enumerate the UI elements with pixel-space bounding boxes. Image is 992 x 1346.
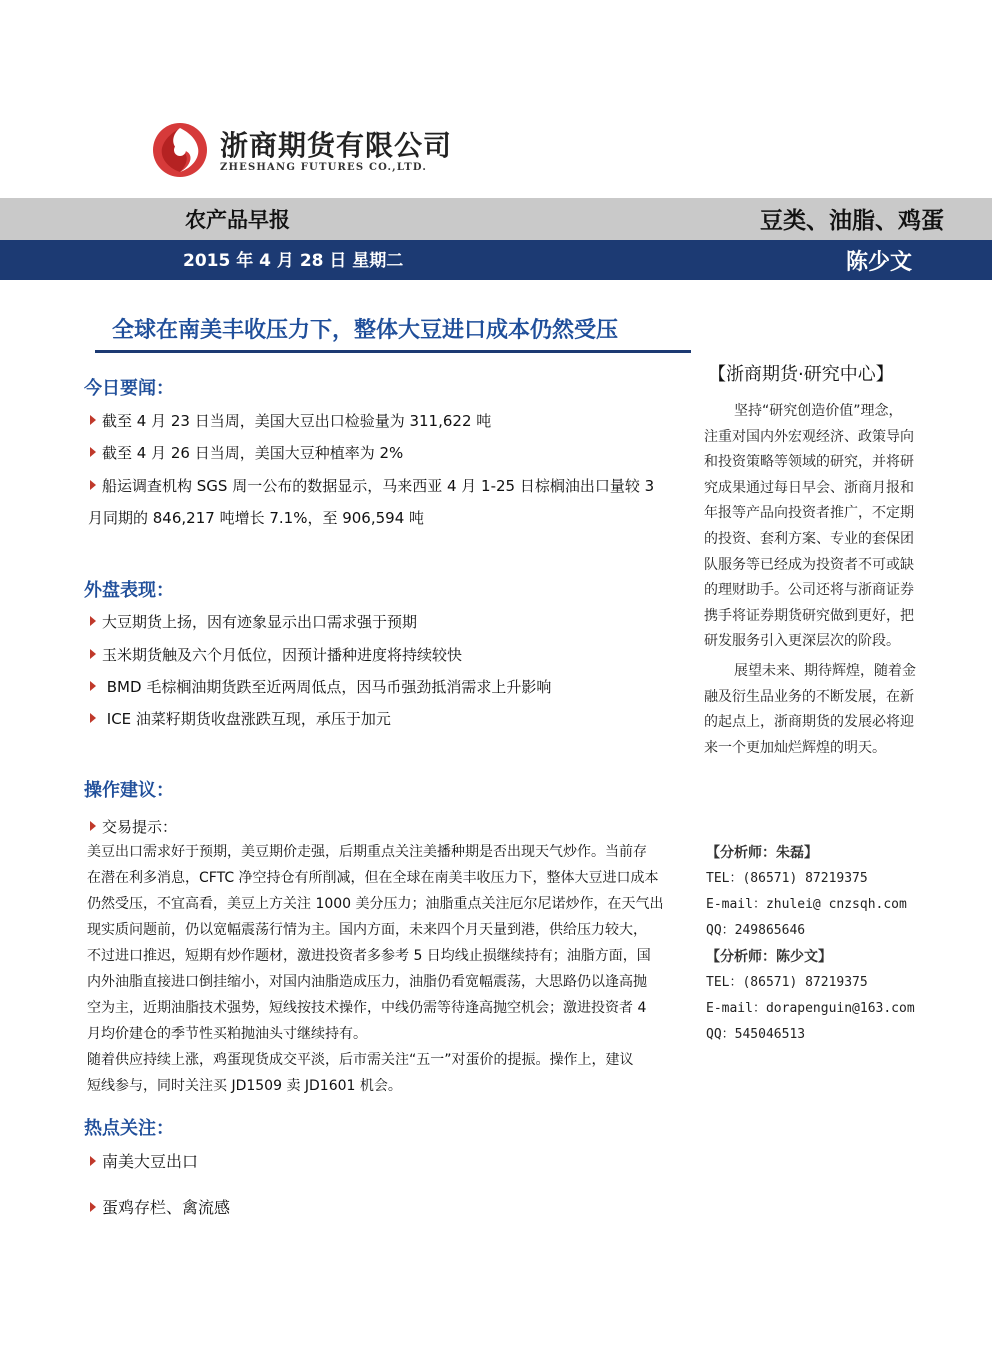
- foreign-item: ICE 油菜籽期货收盘涨跌互现，承压于加元: [90, 703, 391, 735]
- analyst-tel: TEL：(86571) 87219375: [706, 975, 868, 990]
- bullet-arrow-icon: [90, 681, 96, 691]
- section-title-foreign: 外盘表现：: [84, 580, 174, 601]
- bullet-arrow-icon: [90, 713, 96, 723]
- advice-line: 随着供应持续上涨，鸡蛋现货成交平淡，后市需关注“五一”对蛋价的提振。操作上，建议: [87, 1052, 634, 1068]
- analyst-email: E-mail：zhulei@ cnzsqh.com: [706, 897, 907, 912]
- advice-line: 现实质问题前，仍以宽幅震荡行情为主。国内方面，未来四个月天量到港，供给压力较大，: [87, 922, 647, 938]
- news-item: 船运调查机构 SGS 周一公布的数据显示，马来西亚 4 月 1-25 日棕榈油出口量较 3: [90, 470, 654, 502]
- sidebar-paragraph-1: 坚持“研究创造价值”理念， 注重对国内外宏观经济、政策导向 和投资策略等领域的研究，并将研 究成果通过每日早会、浙商月报和 年报等产品向投资者推广，不定期 的投资、套利方案、专业的套保团 队服务等已经成为投资者不可或缺 的理财助手。公司还将与浙商证券 携手将证券期货研究做到更好，把 研发服务引入更深层次的阶段。: [704, 403, 914, 650]
- report-date: 2015 年 4 月 28 日 星期二: [183, 251, 404, 271]
- news-item-continuation: 月同期的 846,217 吨增长 7.1%，至 906,594 吨: [88, 509, 425, 527]
- advice-line: 在潜在利多消息，CFTC 净空持仓有所削减，但在全球在南美丰收压力下，整体大豆进口成本: [87, 870, 659, 886]
- headline-divider: [95, 350, 691, 353]
- company-logo-icon: [152, 122, 208, 178]
- sidebar-paragraph-2: 展望未来、期待辉煌，随着金 融及衍生品业务的不断发展，在新 的起点上，浙商期货的发展必将迎 来一个更加灿烂辉煌的明天。: [704, 663, 916, 756]
- analyst-tel: TEL：(86571) 87219375: [706, 871, 868, 886]
- section-title-hot: 热点关注：: [84, 1118, 174, 1139]
- analyst-contacts: [706, 840, 915, 1048]
- news-item: 截至 4 月 23 日当周，美国大豆出口检验量为 311,622 吨: [90, 405, 491, 437]
- bullet-arrow-icon: [90, 480, 96, 490]
- advice-line: 短线参与，同时关注买 JD1509 卖 JD1601 机会。: [87, 1078, 402, 1094]
- section-title-advice: 操作建议：: [84, 780, 174, 801]
- headline: 全球在南美丰收压力下，整体大豆进口成本仍然受压: [112, 318, 619, 343]
- bullet-arrow-icon: [90, 649, 96, 659]
- trade-tip-label: 交易提示：: [90, 811, 177, 843]
- analyst-qq: QQ：545046513: [706, 1027, 806, 1042]
- section-title-news: 今日要闻：: [84, 378, 174, 399]
- advice-line: 月均价建仓的季节性买粕抛油头寸继续持有。: [87, 1026, 367, 1042]
- analyst-email: E-mail：dorapenguin@163.com: [706, 1001, 915, 1016]
- advice-body: [87, 839, 664, 1099]
- bullet-arrow-icon: [90, 616, 96, 626]
- analyst-name: 【分析师：朱磊】: [706, 845, 818, 861]
- hot-item: 蛋鸡存栏、禽流感: [90, 1192, 230, 1224]
- company-name-en: ZHESHANG FUTURES CO.,LTD.: [220, 162, 428, 173]
- foreign-item: BMD 毛棕榈油期货跌至近两周低点，因马币强劲抵消需求上升影响: [90, 671, 551, 703]
- header-band-blue: [0, 240, 992, 280]
- analyst-qq: QQ：249865646: [706, 923, 806, 938]
- sidebar-title: 【浙商期货·研究中心】: [708, 364, 894, 385]
- bullet-arrow-icon: [90, 821, 96, 831]
- foreign-item: 玉米期货触及六个月低位，因预计播种进度将持续较快: [90, 639, 462, 671]
- advice-line: 仍然受压，不宜高看，美豆上方关注 1000 美分压力；油脂重点关注厄尔尼诺炒作，在天气出: [87, 896, 664, 912]
- bullet-arrow-icon: [90, 415, 96, 425]
- advice-line: 空为主，近期油脂技术强势，短线按技术操作，中线仍需等待逢高抛空机会；激进投资者 4: [87, 1000, 647, 1016]
- analyst-name: 【分析师：陈少文】: [706, 949, 832, 965]
- hot-item: 南美大豆出口: [90, 1146, 198, 1178]
- foreign-item: 大豆期货上扬，因有迹象显示出口需求强于预期: [90, 606, 417, 638]
- advice-line: 美豆出口需求好于预期，美豆期价走强，后期重点关注美播种期是否出现天气炒作。当前存: [87, 844, 647, 860]
- news-item: 截至 4 月 26 日当周，美国大豆种植率为 2%: [90, 437, 403, 469]
- advice-line: 不过进口推迟，短期有炒作题材，激进投资者多参考 5 日均线止损继续持有；油脂方面，国: [87, 948, 651, 964]
- report-categories: 豆类、油脂、鸡蛋: [760, 208, 944, 234]
- bullet-arrow-icon: [90, 1156, 96, 1166]
- company-name-cn: 浙商期货有限公司: [220, 129, 453, 162]
- report-author: 陈少文: [845, 250, 912, 275]
- advice-line: 内外油脂直接进口倒挂缩小，对国内油脂造成压力，油脂仍看宽幅震荡，大思路仍以逢高抛: [87, 974, 647, 990]
- bullet-arrow-icon: [90, 447, 96, 457]
- bullet-arrow-icon: [90, 1202, 96, 1212]
- report-type: 农产品早报: [185, 208, 290, 232]
